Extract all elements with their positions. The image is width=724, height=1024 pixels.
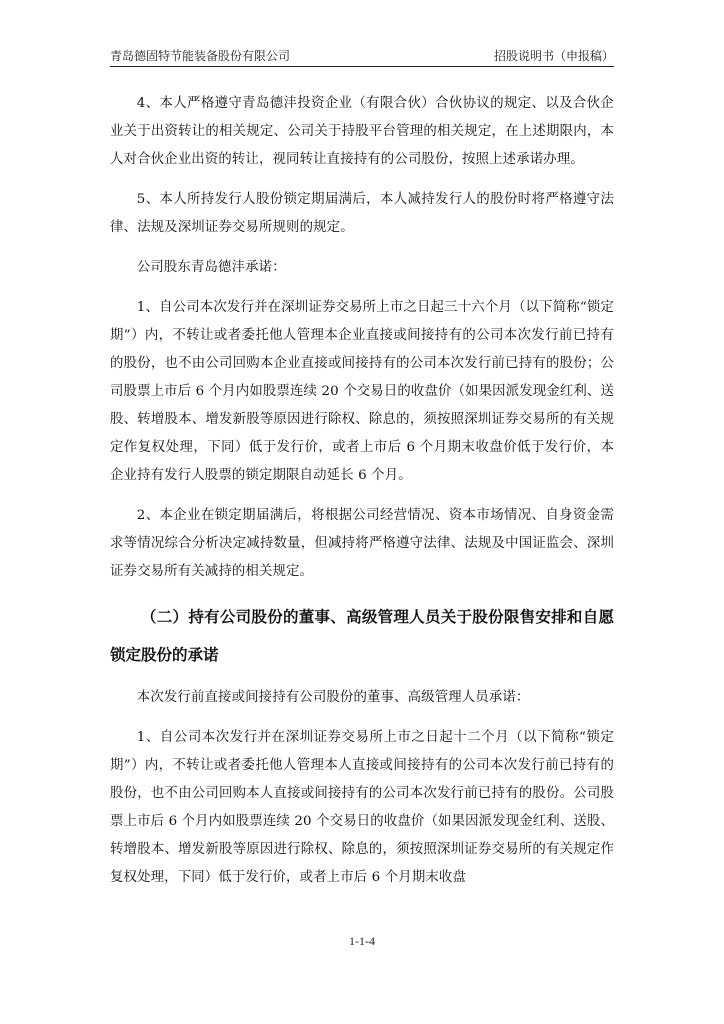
paragraph-shareholder-1: 1、自公司本次发行并在深圳证券交易所上市之日起三十六个月（以下简称“锁定期”）内，不转让或者委托他人管理本企业直接或间接持有的公司本次发行前已持有的股份，也不由公司回购本企业直接或间接持有的公司本次发行前已持有的股份；公司股票上市后 6 个月内如股票连续 20 个交易日的收盘价（如果因派发现金红利、送股、转增股本、增发新股等原因进行除权、除息的，须按照深圳证券交易所的有关规定作复权处理，下同）低于发行价，或者上市后 6 个月期末收盘价低于发行价，本企业持有发行人股票的锁定期限自动延长 6 个月。 xyxy=(110,300,615,483)
paragraph-shareholder-2: 2、本企业在锁定期届满后，将根据公司经营情况、资本市场情况、自身资金需求等情况综合分析决定减持数量，但减持将严格遵守法律、法规及中国证监会、深圳证券交易所有关减持的相关规定。 xyxy=(110,508,614,579)
page-number: 1-1-4 xyxy=(349,934,375,948)
header-company-name: 青岛德固特节能装备股份有限公司 xyxy=(110,49,291,63)
section-heading: （二）持有公司股份的董事、高级管理人员关于股份限售安排和自愿锁定股份的承诺 xyxy=(110,608,614,664)
header-document-title: 招股说明书（申报稿） xyxy=(493,49,614,63)
paragraph-directors-intro: 本次发行前直接或间接持有公司股份的董事、高级管理人员承诺： xyxy=(136,690,530,705)
paragraph-directors-1: 1、自公司本次发行并在深圳证券交易所上市之日起十二个月（以下简称“锁定期”）内，不转让或者委托他人管理本人直接或间接持有的公司本次发行前已持有的股份，也不由公司回购本人直接或间接持有的公司本次发行前已持有的股份。公司股票上市后 6 个月内如股票连续 20 个交易日的收盘价（如果因派发现金红利、送股、转增股本、增发新股等原因进行除权、除息的，须按照深圳证券交易所的有关规定作复权处理，下同）低于发行价，或者上市后 6 个月期末收盘 xyxy=(110,730,615,885)
page-header xyxy=(110,44,614,67)
paragraph-4: 4、本人严格遵守青岛德沣投资企业（有限合伙）合伙协议的规定、以及合伙企业关于出资转让的相关规定、公司关于持股平台管理的相关规定，在上述期限内，本人对合伙企业出资的转让，视同转让直接持有的公司股份，按照上述承诺办理。 xyxy=(110,96,614,167)
paragraph-5: 5、本人所持发行人股份锁定期届满后，本人减持发行人的股份时将严格遵守法律、法规及深圳证券交易所规则的规定。 xyxy=(110,192,614,235)
document-body xyxy=(110,90,614,904)
paragraph-shareholder-intro: 公司股东青岛德沣承诺： xyxy=(136,260,286,275)
